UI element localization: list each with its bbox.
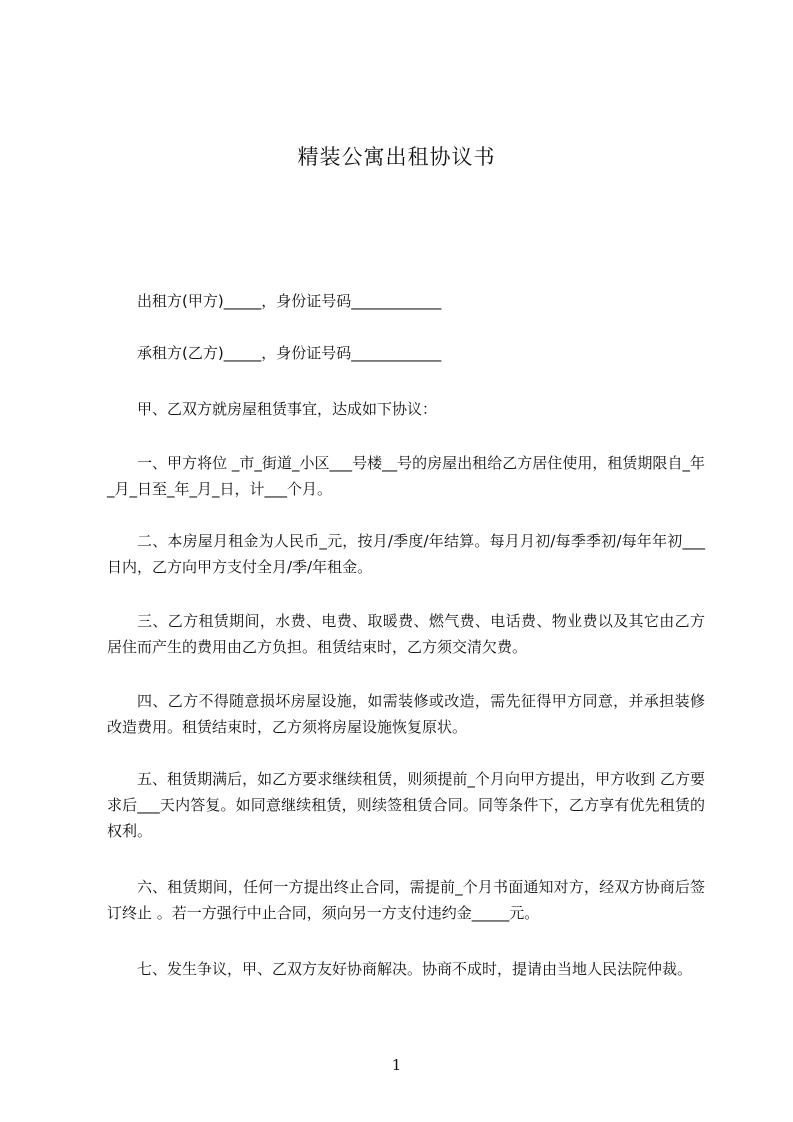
page-number: 1 <box>391 1056 402 1074</box>
clause-6: 六、租赁期间，任何一方提出终止合同，需提前_个月书面通知对方，经双方协商后签订终止 。若一方强行中止合同，须向另一方支付违约金_____元。 <box>107 878 705 922</box>
party-b-line: 承租方(乙方)_____，身份证号码____________ <box>137 344 442 362</box>
clause-7: 七、发生争议，甲、乙双方友好协商解决。协商不成时，提请由当地人民法院仲裁。 <box>137 960 693 978</box>
party-a-line: 出租方(甲方)_____，身份证号码____________ <box>137 292 442 310</box>
clause-2: 二、本房屋月租金为人民币_元，按月/季度/年结算。每月月初/每季季初/每年年初___日内，乙方向甲方支付全月/季/年租金。 <box>107 532 705 576</box>
document-title: 精装公寓出租协议书 <box>297 145 496 169</box>
clause-4: 四、乙方不得随意损坏房屋设施，如需装修或改造，需先征得甲方同意，并承担装修改造费用。租赁结束时，乙方须将房屋设施恢复原状。 <box>107 692 705 736</box>
clause-5: 五、租赁期满后，如乙方要求继续租赁，则须提前_个月向甲方提出，甲方收到 乙方要求后___天内答复。如同意继续租赁，则续签租赁合同。同等条件下，乙方享有优先租赁的权利。 <box>107 770 705 840</box>
clause-1: 一、甲方将位 _市_街道_小区___号楼__号的房屋出租给乙方居住使用，租赁期限自_年_月_日至_年_月_日，计___个月。 <box>107 454 705 498</box>
intro-paragraph: 甲、乙双方就房屋租赁事宜，达成如下协议： <box>137 400 438 418</box>
clause-3: 三、乙方租赁期间，水费、电费、取暖费、燃气费、电话费、物业费以及其它由乙方居住而产生的费用由乙方负担。租赁结束时，乙方须交清欠费。 <box>107 612 705 656</box>
